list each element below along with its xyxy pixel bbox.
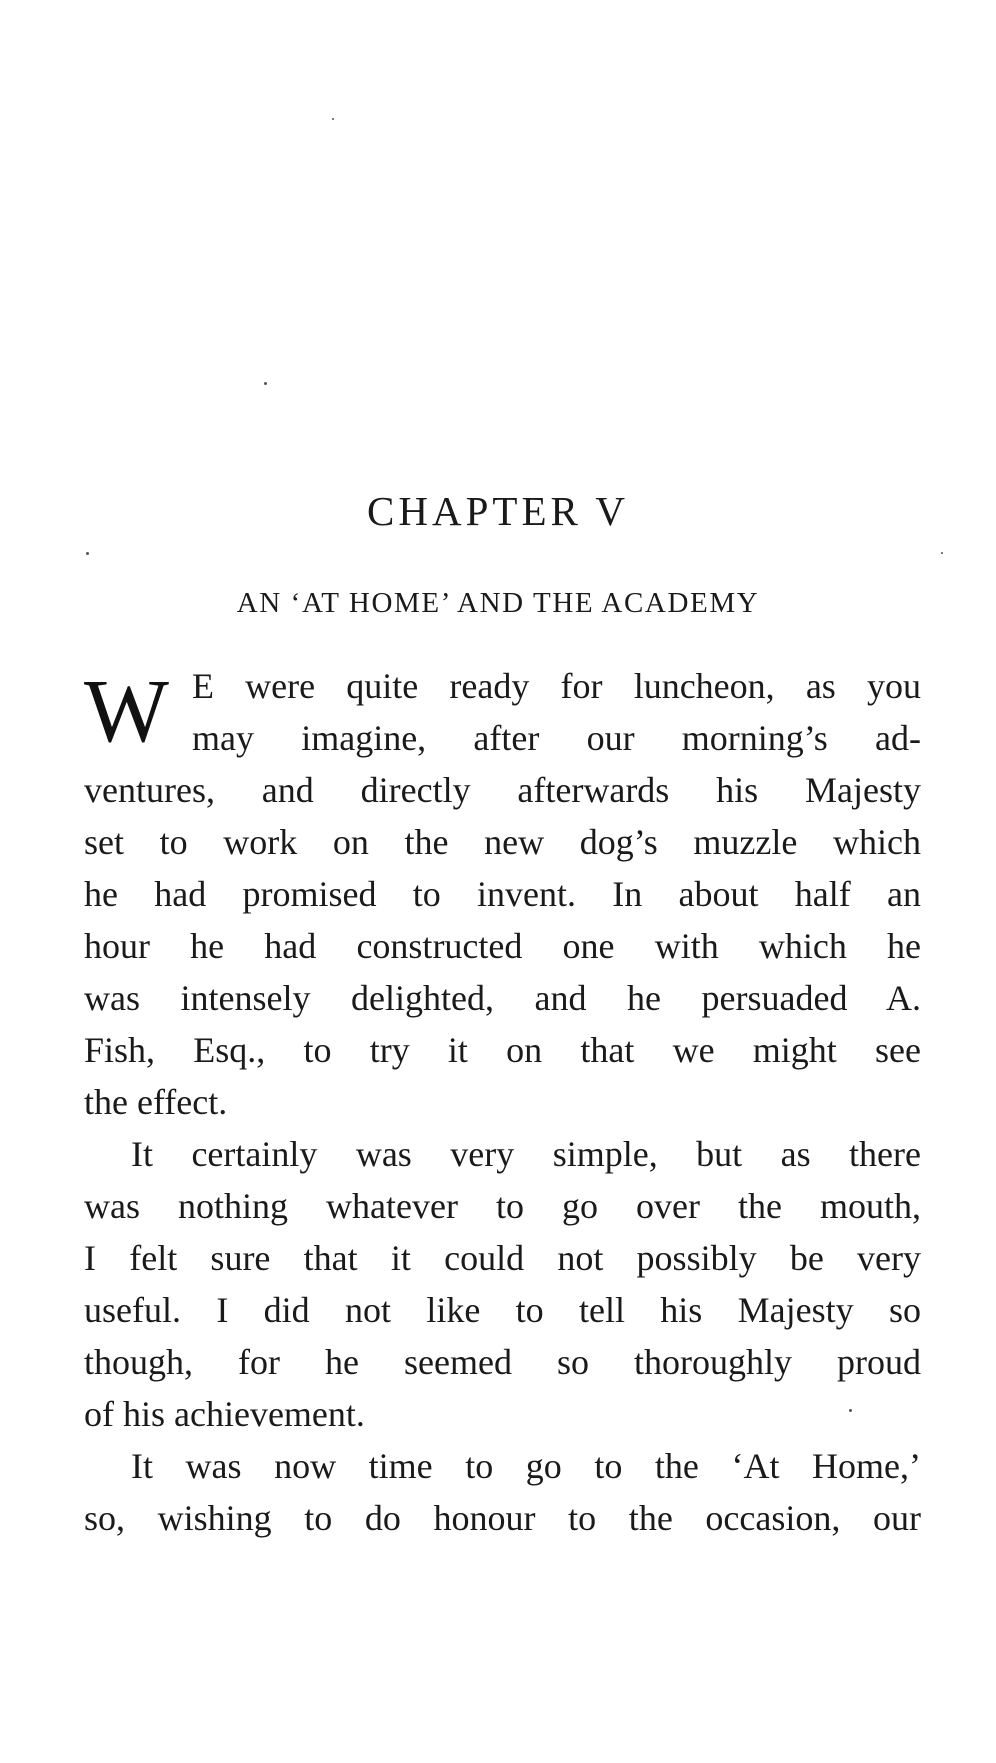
text-line: hour he had constructed one with which he (84, 926, 921, 966)
scan-speck (332, 118, 334, 120)
paragraph-3 (84, 1440, 921, 1544)
text-line: set to work on the new dog’s muzzle which (84, 822, 921, 862)
text-line: E were quite ready for luncheon, as you (192, 666, 921, 706)
text-line: I felt sure that it could not possibly be very (84, 1238, 921, 1278)
scan-speck (941, 552, 943, 554)
text-line: may imagine, after our morning’s ad- (192, 718, 921, 758)
text-line: was nothing whatever to go over the mouth, (84, 1186, 921, 1226)
text-line: Fish, Esq., to try it on that we might see (84, 1030, 921, 1070)
paragraph-2 (84, 1128, 921, 1440)
text-line: the effect. (84, 1082, 228, 1122)
text-line: of his achievement. (84, 1394, 365, 1434)
chapter-heading: CHAPTER V (367, 488, 629, 534)
text-line: though, for he seemed so thoroughly proud (84, 1342, 921, 1382)
text-line: so, wishing to do honour to the occasion, our (84, 1498, 921, 1538)
text-line: was intensely delighted, and he persuaded A. (84, 978, 921, 1018)
text-line: It certainly was very simple, but as there (131, 1134, 921, 1174)
paragraph-1 (84, 660, 921, 1128)
text-line: useful. I did not like to tell his Majesty so (84, 1290, 921, 1330)
text-line: It was now time to go to the ‘At Home,’ (131, 1446, 921, 1486)
drop-cap: W (84, 662, 169, 761)
text-line: he had promised to invent. In about half an (84, 874, 921, 914)
scan-speck (86, 552, 89, 555)
chapter-subtitle: AN ‘AT HOME’ AND THE ACADEMY (236, 587, 760, 619)
scan-speck (264, 382, 267, 385)
text-line: ventures, and directly afterwards his Majesty (84, 770, 921, 810)
